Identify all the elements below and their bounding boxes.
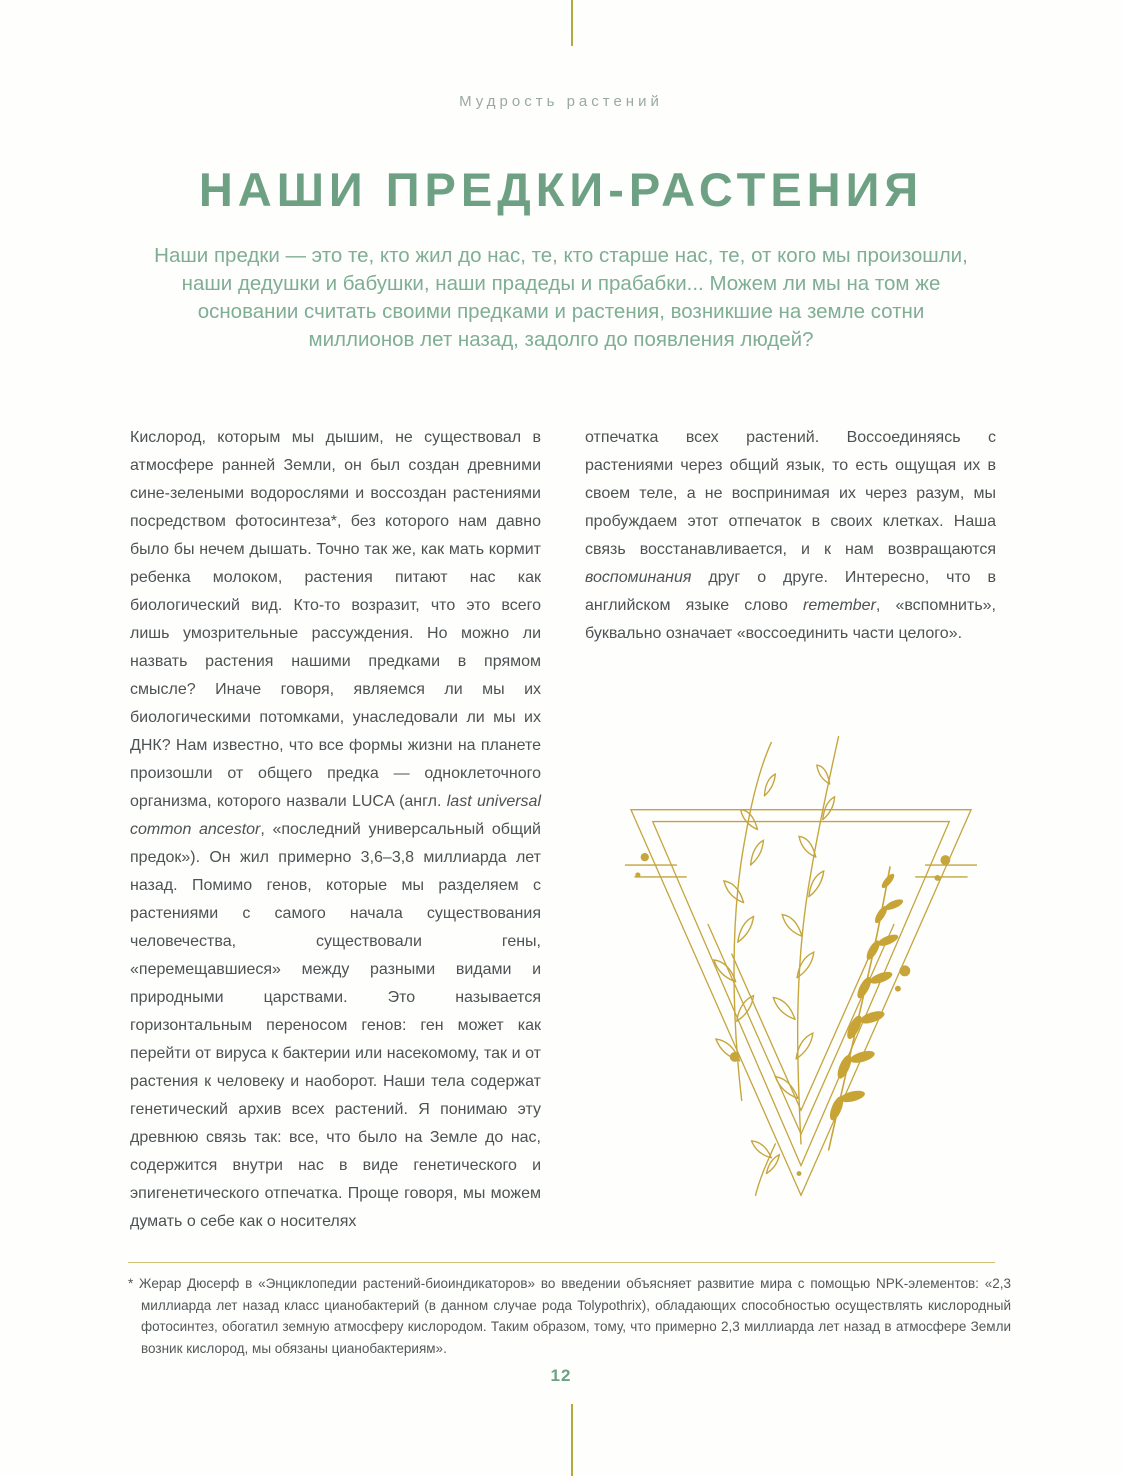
top-accent-line bbox=[571, 0, 573, 46]
running-head: Мудрость растений bbox=[459, 93, 663, 110]
bottom-accent-line bbox=[571, 1404, 573, 1476]
chapter-title: НАШИ ПРЕДКИ-РАСТЕНИЯ bbox=[198, 163, 924, 216]
footnote-divider bbox=[128, 1262, 995, 1263]
footnote-text: * Жерар Дюсерф в «Энциклопедии растений-биоиндикаторов» во введении объясняет развитие мира с помощью NPK-элементов: «2,3 миллиарда лет назад класс цианобактерий (в данном случае рода Tolypothrix), обладающих способностью осуществлять кислородный фотосинтез, обогатил земную атмосферу кислородом. Таким образом, тому, что примерно 2,3 миллиарда лет назад в атмосфере Земли возник кислород, мы обязаны цианобактериям». bbox=[128, 1276, 1011, 1356]
right-column bbox=[585, 424, 996, 1236]
body-columns bbox=[130, 424, 996, 1236]
right-column-text: отпечатка всех растений. Воссоединяясь с растениями через общий язык, то есть ощущая их в своем теле, а не воспринимая их через разум, мы пробуждаем этот отпечаток в своих клетках. Наша связь восстанавливается, и к нам возвращаются воспоминания друг о друге. Интересно, что в английском языке слово remember, «вспомнить», буквально означает «воссоединить части целого». bbox=[585, 429, 997, 642]
botanical-triangle-illustration bbox=[625, 716, 977, 1202]
left-column bbox=[130, 424, 541, 1236]
lead-paragraph: Наши предки — это те, кто жил до нас, те, кто старше нас, те, от кого мы произошли, наши дедушки и бабушки, наши прадеды и прабабки... Можем ли мы на том же основании считать своими предками и растения, возникшие на земле сотни миллионов лет назад, задолго до появления людей? bbox=[154, 244, 968, 351]
botanical-triangle-art bbox=[625, 716, 977, 1202]
left-column-text: Кислород, которым мы дышим, не существовал в атмосфере ранней Земли, он был создан древними сине-зелеными водорослями и воссоздан растениями посредством фотосинтеза*, без которого нам давно было бы нечем дышать. Точно так же, как мать кормит ребенка молоком, растения питают нас как биологический вид. Кто-то возразит, что это всего лишь умозрительные рассуждения. Но можно ли назвать растения нашими предками в прямом смысле? Иначе говоря, являемся ли мы их биологическими потомками, унаследовали ли мы их ДНК? Нам известно, что все формы жизни на планете произошли от общего предка — одноклеточного организма, которого назвали LUCA (англ. last universal common ancestor, «последний универсальный общий предок»). Он жил примерно 3,6–3,8 миллиарда лет назад. Помимо генов, которые мы разделяем с растениями с самого начала существования человечества, существовали гены, «перемещавшиеся» между разными видами и природными царствами. Это называется горизонтальным переносом генов: ген может как перейти от вируса к бактерии или насекомому, так и от растения к человеку и наоборот. Наши тела содержат генетический архив всех растений. Я понимаю эту древнюю связь так: все, что было на Земле до нас, содержится внутри нас в виде генетического и эпигенетического отпечатка. Проще говоря, мы можем думать о себе как о носителях bbox=[130, 429, 541, 1230]
page-number: 12 bbox=[550, 1366, 572, 1385]
